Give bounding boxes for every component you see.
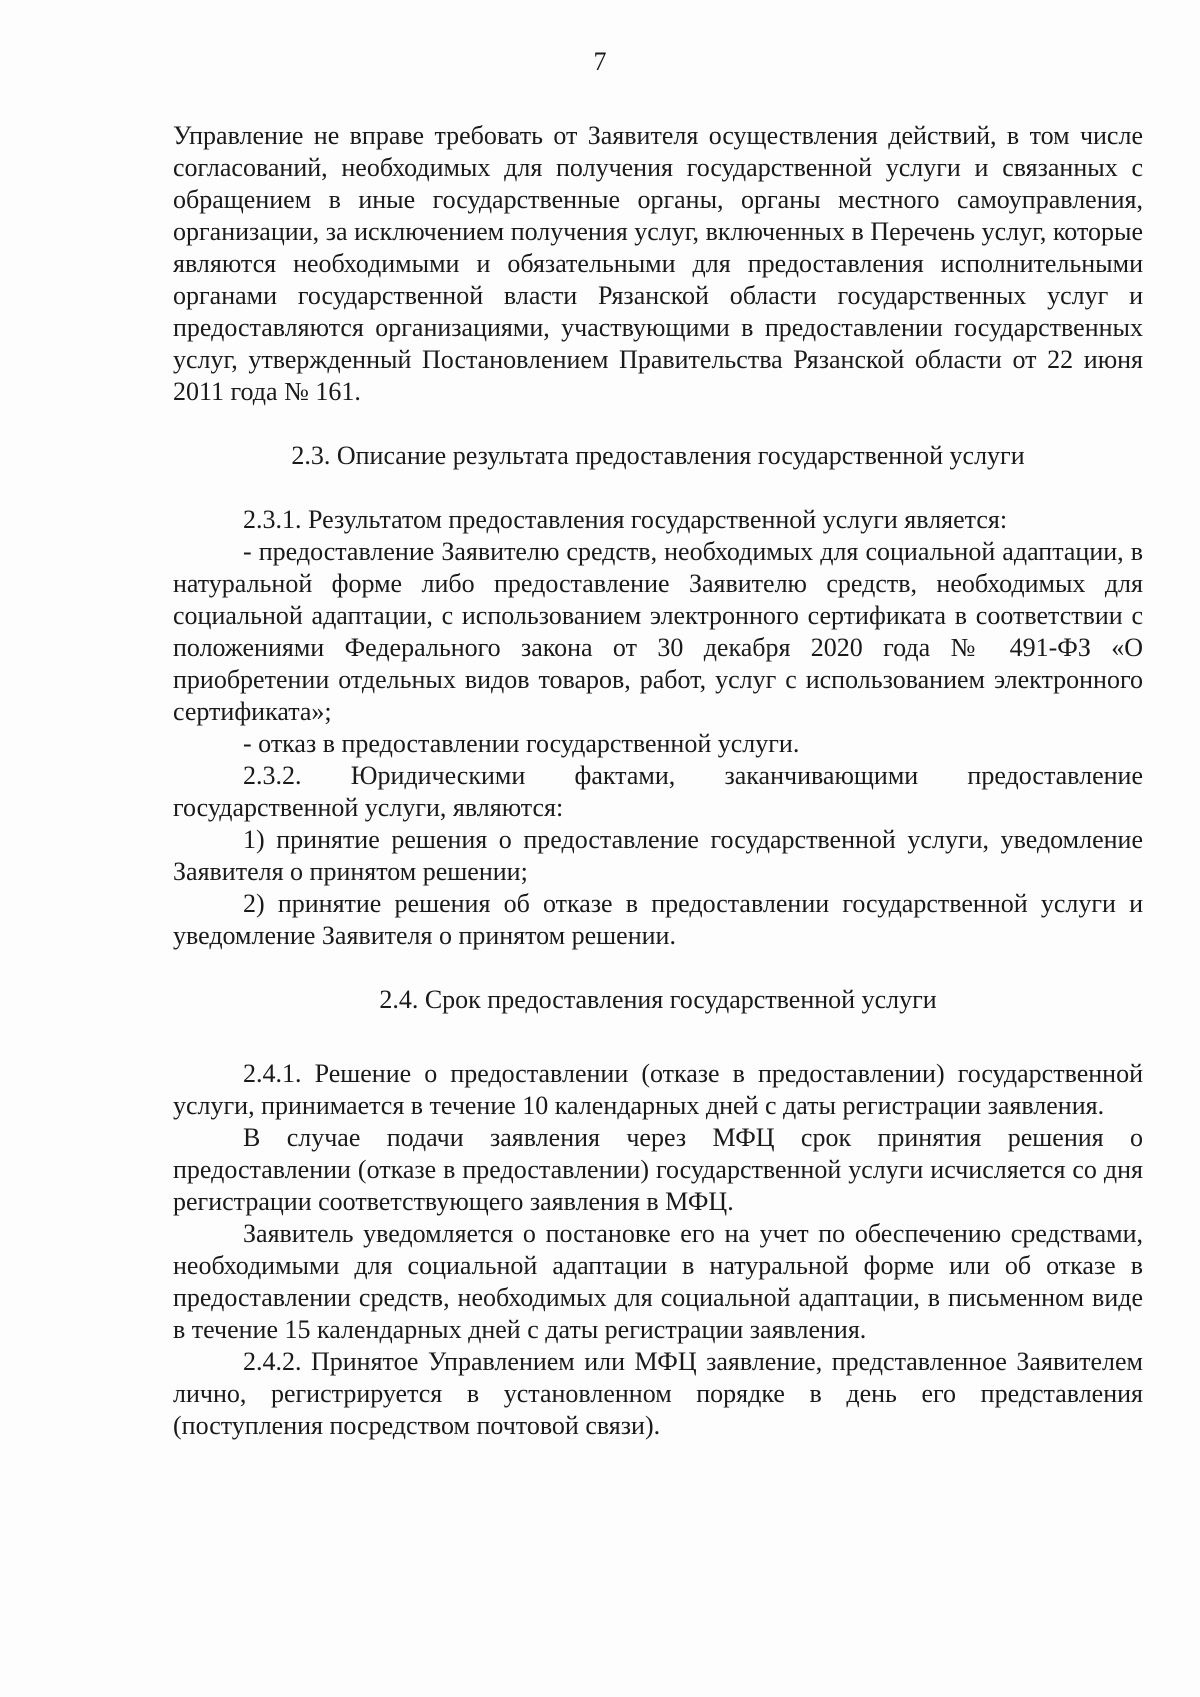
paragraph-2-4-1-notification: Заявитель уведомляется о постановке его на учет по обеспечению средствами, необходимыми для социальной адаптации в натуральной форме или об отказе в предоставлении средств, необходимых для социальной адаптации, в письменном виде в течение 15 календарных дней с даты регистрации заявления.	[173, 1219, 1143, 1344]
paragraph-2-4-1: 2.4.1. Решение о предоставлении (отказе в предоставлении) государственной услуги, принимается в течение 10 календарных дней с даты регистрации заявления.	[173, 1059, 1143, 1120]
section-heading-2-3: 2.3. Описание результата предоставления государственной услуги	[291, 441, 1025, 470]
paragraph-2-3-2: 2.3.2. Юридическими фактами, заканчивающими предоставление государственной услуги, являются:	[173, 761, 1143, 822]
paragraph-2-3-1-item-refusal: - отказ в предоставлении государственной услуги.	[243, 729, 800, 758]
section-heading-2-4: 2.4. Срок предоставления государственной услуги	[379, 985, 937, 1014]
paragraph-2-4-2: 2.4.2. Принятое Управлением или МФЦ заявление, представленное Заявителем лично, регистрируется в установленном порядке в день его представления (поступления посредством почтовой связи).	[173, 1347, 1143, 1440]
page-number: 7	[593, 47, 607, 76]
paragraph-requirements: Управление не вправе требовать от Заявителя осуществления действий, в том числе согласований, необходимых для получения государственной услуги и связанных с обращением в иные государственные органы, органы местного самоуправления, организации, за исключением получения услуг, включенных в Перечень услуг, которые являются необходимыми и обязательными для предоставления исполнительными органами государственной власти Рязанской области государственных услуг и предоставляются организациями, участвующими в предоставлении государственных услуг, утвержденный Постановлением Правительства Рязанской области от 22 июня 2011 года № 161.	[173, 121, 1143, 406]
paragraph-2-3-1: 2.3.1. Результатом предоставления государственной услуги является:	[243, 505, 1008, 534]
paragraph-2-3-2-item-2: 2) принятие решения об отказе в предоставлении государственной услуги и уведомление Заявителя о принятом решении.	[173, 889, 1143, 950]
paragraph-2-3-2-item-1: 1) принятие решения о предоставление государственной услуги, уведомление Заявителя о принятом решении;	[173, 825, 1143, 886]
paragraph-2-3-1-item-provision: - предоставление Заявителю средств, необходимых для социальной адаптации, в натуральной форме либо предоставление Заявителю средств, необходимых для социальной адаптации, с использованием электронного сертификата в соответствии с положениями Федерального закона от 30 декабря 2020 года № 491-ФЗ «О приобретении отдельных видов товаров, работ, услуг с использованием электронного сертификата»;	[173, 537, 1143, 726]
paragraph-2-4-1-mfc: В случае подачи заявления через МФЦ срок принятия решения о предоставлении (отказе в предоставлении) государственной услуги исчисляется со дня регистрации соответствующего заявления в МФЦ.	[173, 1123, 1143, 1216]
document-body	[173, 120, 1143, 1442]
